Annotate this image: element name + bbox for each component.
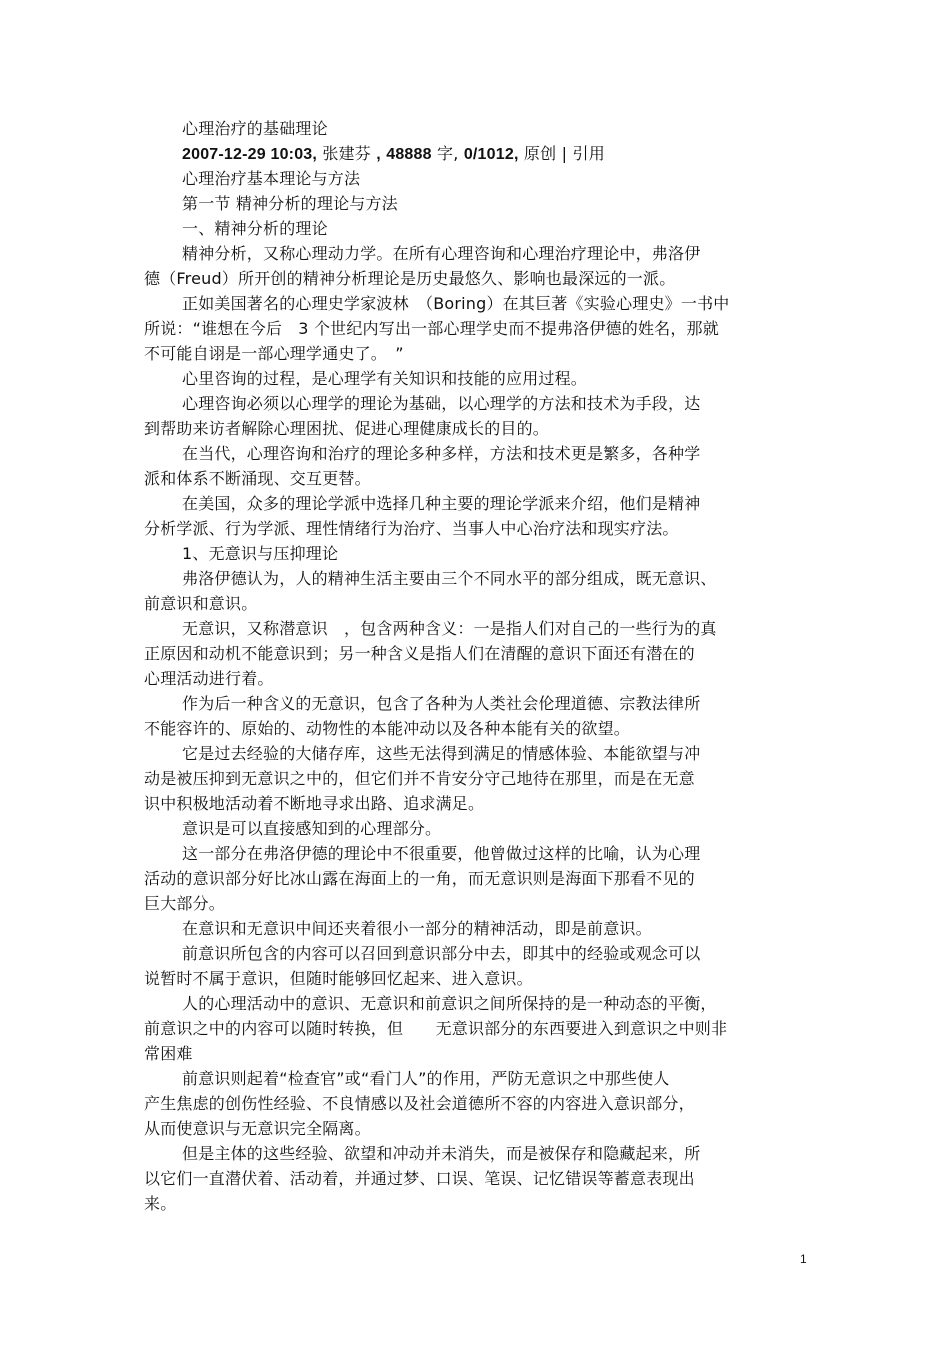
body-line: 这一部分在弗洛伊德的理论中不很重要，他曾做过这样的比喻，认为心理	[182, 844, 701, 863]
word-unit: 字,	[437, 144, 459, 163]
body-line: 心里咨询的过程，是心理学有关知识和技能的应用过程。	[182, 369, 588, 388]
body-line: 前意识所包含的内容可以召回到意识部分中去，即其中的经验或观念可以	[182, 944, 701, 963]
view-stats: 0/1012,	[463, 146, 519, 163]
body-line: 常困难	[144, 1044, 193, 1063]
subsection-heading: 一、精神分析的理论	[182, 219, 328, 238]
body-line: 产生焦虑的创伤性经验、不良情感以及社会道德所不容的内容进入意识部分，	[144, 1094, 695, 1113]
body-line: 人的心理活动中的意识、无意识和前意识之间所保持的是一种动态的平衡，	[182, 994, 717, 1013]
document-title: 心理治疗的基础理论	[182, 119, 328, 138]
meta-pipe: |	[561, 144, 568, 163]
body-line: 正如美国著名的心理史学家波林 （Boring）在其巨著《实验心理史》一书中	[182, 294, 730, 313]
document-subtitle: 心理治疗基本理论与方法	[182, 169, 361, 188]
body-line: 到帮助来访者解除心理困扰、促进心理健康成长的目的。	[144, 419, 550, 438]
body-line: 心理咨询必须以心理学的理论为基础，以心理学的方法和技术为手段，达	[182, 394, 701, 413]
page-number: 1	[800, 1252, 807, 1266]
body-line: 来。	[144, 1194, 177, 1213]
body-line: 不可能自诩是一部心理学通史了。 ”	[144, 344, 404, 363]
body-line: 作为后一种含义的无意识，包含了各种为人类社会伦理道德、宗教法律所	[182, 694, 701, 713]
body-line: 正原因和动机不能意识到；另一种含义是指人们在清醒的意识下面还有潜在的	[144, 644, 695, 663]
body-line: 在美国，众多的理论学派中选择几种主要的理论学派来介绍，他们是精神	[182, 494, 701, 513]
body-line: 它是过去经验的大储存库，这些无法得到满足的情感体验、本能欲望与冲	[182, 744, 701, 763]
body-line: 不能容许的、原始的、动物性的本能冲动以及各种本能有关的欲望。	[144, 719, 631, 738]
body-line: 德（Freud）所开创的精神分析理论是历史最悠久、影响也最深远的一派。	[144, 269, 676, 288]
document-body	[144, 116, 784, 1216]
body-line: 无意识，又称潜意识 ，包含两种含义：一是指人们对自己的一些行为的真	[182, 619, 717, 638]
body-line: 活动的意识部分好比冰山露在海面上的一角，而无意识则是海面下那看不见的	[144, 869, 695, 888]
body-line: 精神分析，又称心理动力学。在所有心理咨询和心理治疗理论中，弗洛伊	[182, 244, 701, 263]
body-line: 说暂时不属于意识，但随时能够回忆起来、进入意识。	[144, 969, 533, 988]
body-line: 以它们一直潜伏着、活动着，并通过梦、口误、笔误、记忆错误等蓄意表现出	[144, 1169, 695, 1188]
body-line: 从而使意识与无意识完全隔离。	[144, 1119, 371, 1138]
post-datetime: 2007-12-29 10:03,	[182, 146, 318, 163]
body-line: 动是被压抑到无意识之中的，但它们并不肯安分守己地待在那里，而是在无意	[144, 769, 695, 788]
cite-link[interactable]: 引用	[572, 144, 605, 163]
body-line: 弗洛伊德认为，人的精神生活主要由三个不同水平的部分组成，既无意识、	[182, 569, 717, 588]
original-label: 原创	[523, 144, 557, 163]
body-line: 所说：“谁想在今后 3 个世纪内写出一部心理学史而不提弗洛伊德的姓名，那就	[144, 319, 719, 338]
body-line: 巨大部分。	[144, 894, 226, 913]
meta-separator: ,	[376, 146, 381, 163]
section-heading: 第一节 精神分析的理论与方法	[182, 194, 398, 213]
body-line: 心理活动进行着。	[144, 669, 274, 688]
numbered-heading: 1、无意识与压抑理论	[182, 544, 339, 563]
body-line: 在当代，心理咨询和治疗的理论多种多样，方法和技术更是繁多，各种学	[182, 444, 701, 463]
word-count: 48888	[386, 146, 432, 163]
body-line: 但是主体的这些经验、欲望和冲动并未消失，而是被保存和隐藏起来，所	[182, 1144, 701, 1163]
body-line: 前意识和意识。	[144, 594, 258, 613]
body-line: 派和体系不断涌现、交互更替。	[144, 469, 371, 488]
body-line: 前意识之中的内容可以随时转换，但 无意识部分的东西要进入到意识之中则非	[144, 1019, 728, 1038]
body-line: 分析学派、行为学派、理性情绪行为治疗、当事人中心治疗法和现实疗法。	[144, 519, 679, 538]
body-line: 意识是可以直接感知到的心理部分。	[182, 819, 442, 838]
post-author: 张建芬	[322, 144, 371, 163]
body-line: 在意识和无意识中间还夹着很小一部分的精神活动，即是前意识。	[182, 919, 652, 938]
body-line: 前意识则起着“检查官”或“看门人”的作用，严防无意识之中那些使人	[182, 1069, 670, 1088]
body-line: 识中积极地活动着不断地寻求出路、追求满足。	[144, 794, 485, 813]
post-meta-line	[144, 141, 784, 166]
